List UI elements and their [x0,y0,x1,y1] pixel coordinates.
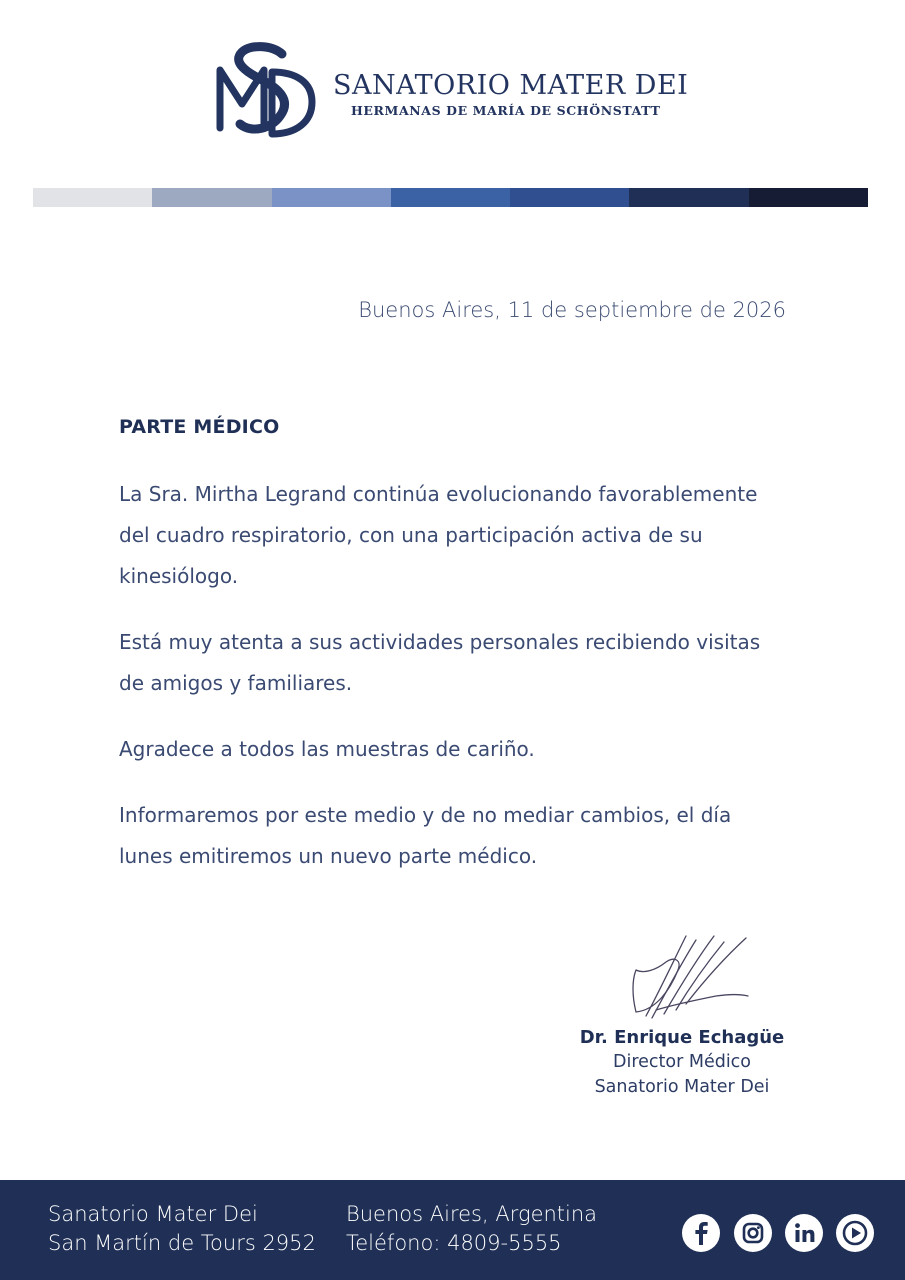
signer-organization: Sanatorio Mater Dei [594,1077,770,1097]
signer-name: Dr. Enrique Echagüe [579,1027,785,1048]
color-stripe-segment [629,188,748,207]
paragraph: Informaremos por este medio y de no mediar cambios, el día lunes emitiremos un nuevo parte médico. [119,803,732,868]
facebook-icon[interactable] [682,1214,720,1252]
color-stripe-segment [749,188,868,207]
color-stripe-segment [391,188,510,207]
letterhead [0,0,905,170]
footer-street: San Martín de Tours 2952 [48,1231,316,1255]
color-stripe-bar [33,188,868,207]
letter-date: Buenos Aires, 11 de septiembre de 2026 [358,298,786,322]
footer-phone: Teléfono: 4809-5555 [346,1231,562,1255]
letter-body [119,474,787,902]
brand-name: SANATORIO MATER DEI [333,70,689,101]
footer-org-name: Sanatorio Mater Dei [48,1202,258,1226]
color-stripe-segment [510,188,629,207]
footer-contact [346,1200,597,1258]
document-title: PARTE MÉDICO [119,416,280,438]
linkedin-icon[interactable] [785,1214,823,1252]
color-stripe-segment [152,188,271,207]
msd-monogram-icon [212,42,318,146]
handwritten-signature [626,930,756,1022]
paragraph: Agradece a todos las muestras de cariño. [119,737,535,761]
youtube-icon[interactable] [836,1214,874,1252]
footer-address [48,1200,316,1258]
footer-city: Buenos Aires, Argentina [346,1202,598,1226]
signature-block [560,1026,804,1100]
paragraph: Está muy atenta a sus actividades personales recibiendo visitas de amigos y familiares. [119,630,761,695]
color-stripe-segment [33,188,152,207]
signer-role: Director Médico [612,1052,752,1072]
color-stripe-segment [272,188,391,207]
brand-subtitle: HERMANAS DE MARÍA DE SCHÖNSTATT [351,103,661,118]
instagram-icon[interactable] [734,1214,772,1252]
paragraph: La Sra. Mirtha Legrand continúa evolucionando favorablemente del cuadro respiratorio, con una participación activa de su kinesiólogo. [119,482,758,588]
